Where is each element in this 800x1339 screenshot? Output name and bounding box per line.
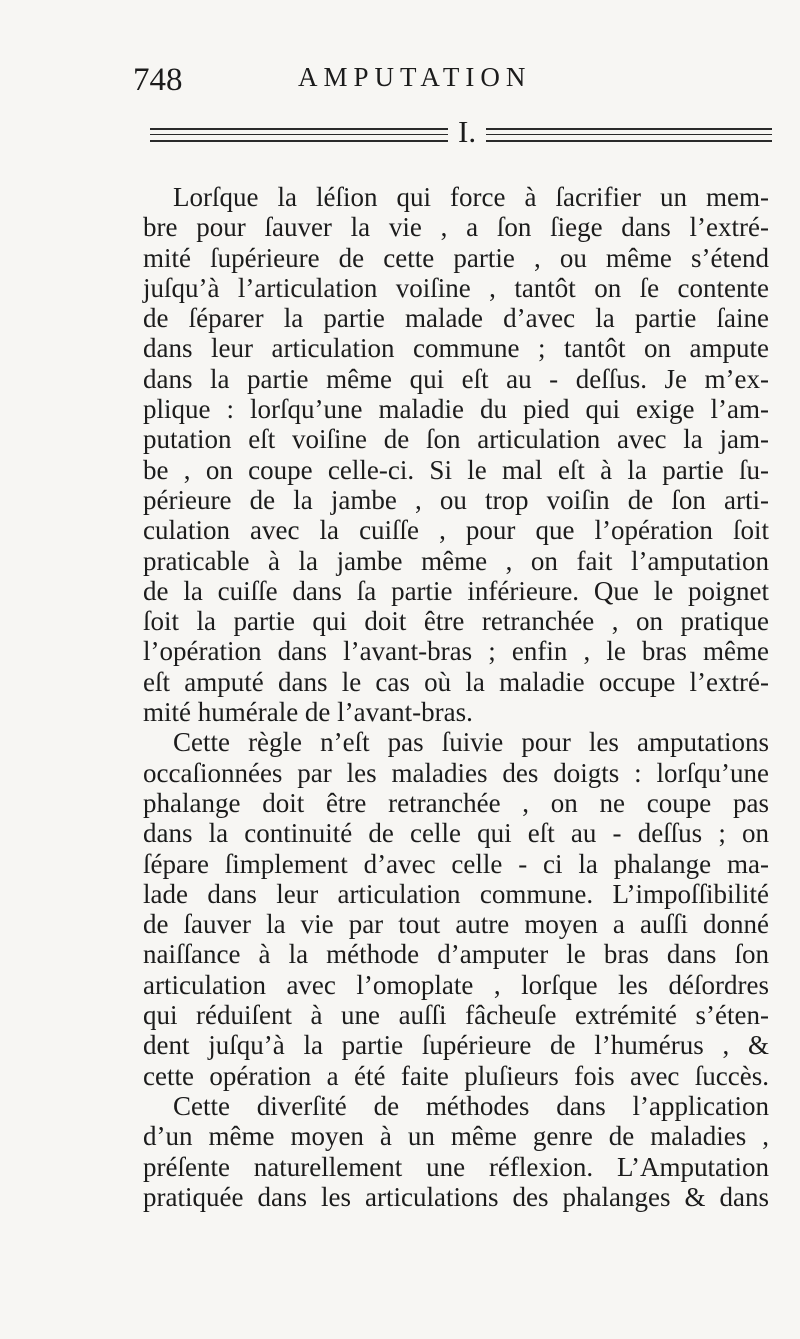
text-line: de la cuiſſe dans ſa partie inférieure. Que le poignet (143, 575, 769, 606)
text-line: naiſſance à la méthode d’amputer le bras dans ſon (143, 939, 769, 970)
text-line: dans la continuité de celle qui eſt au - deſſus ; on (143, 818, 769, 849)
text-line: eſt amputé dans le cas où la maladie occupe l’extré- (143, 666, 769, 697)
text-line: Cette diverſité de méthodes dans l’application (173, 1090, 769, 1121)
text-line: lade dans leur articulation commune. L’impoſſibilité (143, 878, 769, 909)
text-line: be , on coupe celle-ci. Si le mal eſt à la partie ſu- (143, 454, 769, 485)
text-line: plique : lorſqu’une maladie du pied qui exige l’am- (143, 394, 769, 425)
text-line: articulation avec l’omoplate , lorſque les déſordres (143, 969, 769, 1000)
text-line: Cette règle n’eſt pas ſuivie pour les amputations (173, 727, 769, 758)
text-line: ſépare ſimplement d’avec celle - ci la phalange ma- (143, 848, 769, 879)
text-line: mité humérale de l’avant-bras. (143, 697, 473, 728)
paragraph-1 (143, 182, 769, 727)
section-numeral: I. (448, 114, 486, 150)
text-line: putation eſt voiſine de ſon articulation avec la jam- (143, 424, 769, 455)
running-head: AMPUTATION (298, 62, 532, 92)
paragraph-3 (143, 1091, 769, 1212)
text-line: juſqu’à l’articulation voiſine , tantôt on ſe contente (143, 272, 769, 303)
text-line: Lorſque la léſion qui force à ſacrifier un mem- (173, 182, 769, 212)
text-line: l’opération dans l’avant-bras ; enfin , le bras même (143, 636, 769, 667)
text-line: mité ſupérieure de cette partie , ou même s’étend (143, 242, 769, 273)
text-line: occaſionnées par les maladies des doigts : lorſqu’une (143, 757, 769, 788)
text-line: dent juſqu’à la partie ſupérieure de l’humérus , & (143, 1030, 769, 1061)
page-number: 748 (133, 62, 183, 98)
text-line: cette opération a été faite pluſieurs fois avec ſuccès. (143, 1060, 769, 1091)
text-line: praticable à la jambe même , on fait l’amputation (143, 545, 769, 576)
text-line: pratiquée dans les articulations des phalanges & dans (143, 1181, 769, 1212)
text-line: qui réduiſent à une auſſi fâcheuſe extrémité s’éten- (143, 1000, 769, 1031)
text-line: culation avec la cuiſſe , pour que l’opération ſoit (143, 515, 769, 546)
body-text (143, 182, 769, 1212)
text-line: phalange doit être retranchée , on ne coupe pas (143, 787, 769, 818)
text-line: ſoit la partie qui doit être retranchée , on pratique (143, 606, 769, 637)
text-line: bre pour ſauver la vie , a ſon ſiege dans l’extré- (143, 212, 769, 243)
text-line: de ſéparer la partie malade d’avec la partie ſaine (143, 303, 769, 334)
text-line: d’un même moyen à un même genre de maladies , (143, 1121, 769, 1152)
text-line: préſente naturellement une réflexion. L’Amputation (143, 1151, 769, 1182)
text-line: dans la partie même qui eſt au - deſſus. Je m’ex- (143, 363, 769, 394)
text-line: dans leur articulation commune ; tantôt on ampute (143, 333, 769, 364)
text-line: de ſauver la vie par tout autre moyen a auſſi donné (143, 909, 769, 940)
text-line: périeure de la jambe , ou trop voiſin de ſon arti- (143, 484, 769, 515)
paragraph-2 (143, 727, 769, 1091)
